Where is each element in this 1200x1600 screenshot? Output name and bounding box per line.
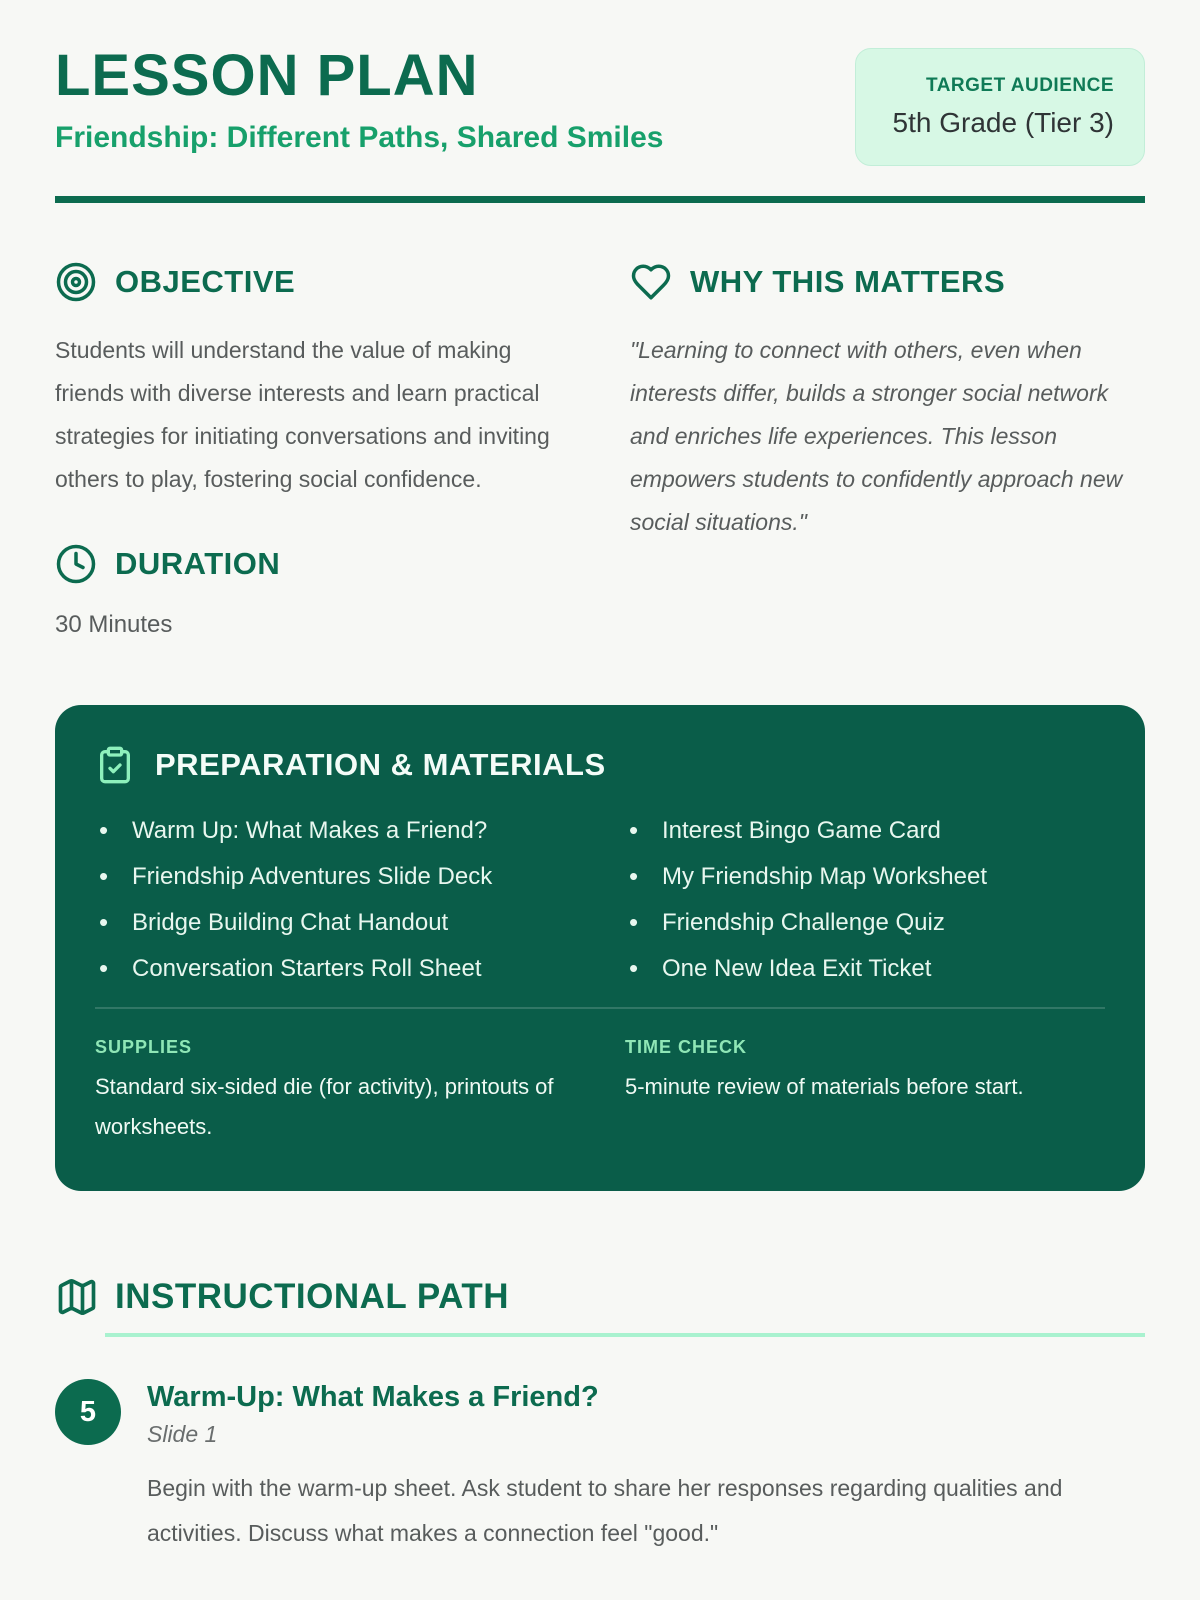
list-item: • Warm Up: What Makes a Friend?: [95, 817, 575, 845]
why-this-matters-section: [630, 261, 1145, 544]
materials-meta: [95, 1037, 1105, 1147]
list-item: • Friendship Adventures Slide Deck: [95, 863, 575, 891]
duration-heading: DURATION: [115, 546, 281, 581]
materials-heading: PREPARATION & MATERIALS: [155, 747, 606, 782]
left-column: [55, 261, 570, 639]
materials-heading-row: [95, 745, 1105, 785]
supplies-block: [95, 1037, 575, 1147]
step-subtitle: Slide 1: [147, 1421, 218, 1447]
materials-list-left: [95, 817, 575, 983]
target-icon: [55, 261, 97, 303]
supplies-label: SUPPLIES: [95, 1037, 193, 1057]
why-heading-row: [630, 261, 1145, 303]
header: [55, 44, 1145, 166]
step-number-badge: 5: [55, 1379, 121, 1445]
heart-icon: [630, 261, 672, 303]
instructional-path-section: [55, 1275, 1145, 1556]
path-heading: INSTRUCTIONAL PATH: [115, 1277, 509, 1316]
step-title: Warm-Up: What Makes a Friend?: [147, 1381, 599, 1413]
list-item: • One New Idea Exit Ticket: [625, 955, 1105, 983]
objective-heading: OBJECTIVE: [115, 264, 296, 299]
time-check-block: [625, 1037, 1105, 1147]
duration-heading-row: [55, 543, 570, 585]
step-item: [55, 1379, 1145, 1556]
header-titles: [55, 44, 663, 156]
right-column: [630, 261, 1145, 639]
list-item: • Friendship Challenge Quiz: [625, 909, 1105, 937]
preparation-materials-card: [55, 705, 1145, 1191]
overview-columns: [55, 261, 1145, 639]
objective-section: [55, 261, 570, 501]
list-item: • Conversation Starters Roll Sheet: [95, 955, 575, 983]
list-item: • Interest Bingo Game Card: [625, 817, 1105, 845]
page-title: LESSON PLAN: [55, 43, 479, 108]
time-check-label: TIME CHECK: [625, 1037, 747, 1057]
map-icon: [55, 1275, 99, 1319]
objective-heading-row: [55, 261, 570, 303]
materials-list-right: [625, 817, 1105, 983]
why-heading: WHY THIS MATTERS: [690, 264, 1006, 299]
materials-lists: [95, 817, 1105, 983]
time-check-text: 5-minute review of materials before start.: [625, 1074, 1024, 1099]
list-item: • My Friendship Map Worksheet: [625, 863, 1105, 891]
supplies-text: Standard six-sided die (for activity), printouts of worksheets.: [95, 1074, 554, 1139]
list-item: • Bridge Building Chat Handout: [95, 909, 575, 937]
why-quote: "Learning to connect with others, even when interests differ, builds a stronger social network and enriches life experiences. This lesson empowers students to confidently approach new social situations.": [630, 337, 1123, 535]
page-subtitle: Friendship: Different Paths, Shared Smiles: [55, 121, 664, 154]
step-content: [147, 1379, 1107, 1556]
step-description: Begin with the warm-up sheet. Ask student to share her responses regarding qualities and activities. Discuss what makes a connection feel "good.": [147, 1475, 1063, 1546]
clock-icon: [55, 543, 97, 585]
clipboard-check-icon: [95, 745, 135, 785]
card-divider: [95, 1007, 1105, 1009]
path-underline: [105, 1333, 1145, 1337]
objective-body: Students will understand the value of making friends with diverse interests and learn practical strategies for initiating conversations and inviting others to play, fostering social confidence.: [55, 337, 550, 492]
path-heading-row: [55, 1275, 1145, 1319]
badge-value: 5th Grade (Tier 3): [892, 107, 1114, 138]
duration-value: 30 Minutes: [55, 611, 173, 638]
target-audience-badge: [855, 48, 1145, 166]
duration-section: [55, 543, 570, 639]
header-divider: [55, 196, 1145, 203]
badge-label: TARGET AUDIENCE: [926, 75, 1114, 96]
